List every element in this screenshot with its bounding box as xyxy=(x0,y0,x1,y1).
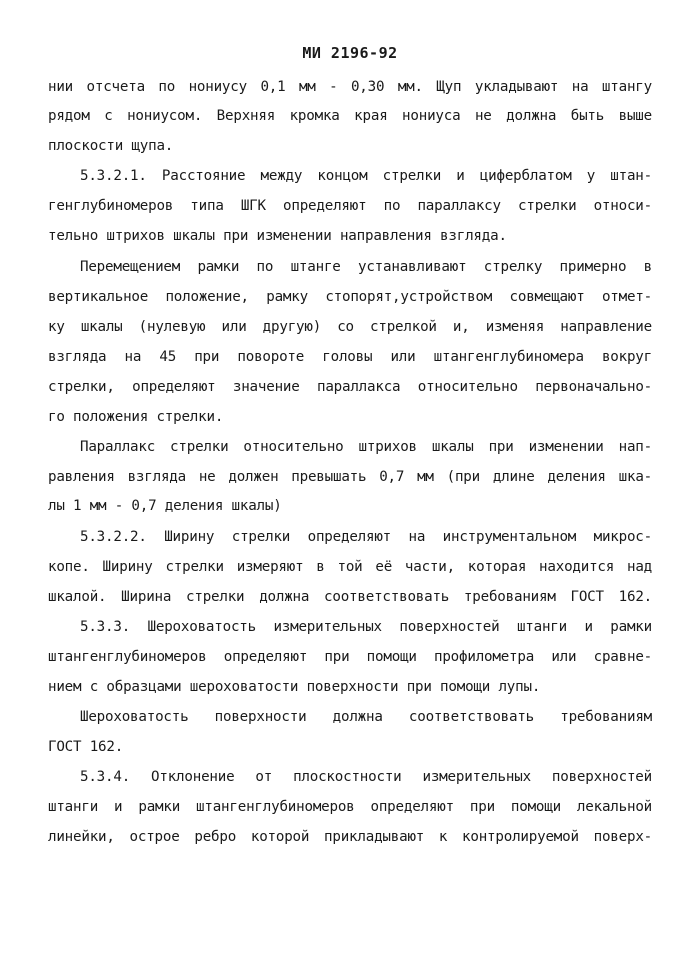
document-header: МИ 2196-92 xyxy=(302,44,398,62)
text-line-1: нии отсчета по нониусу 0,1 мм - 0,30 мм. Щуп укладывают на штангу xyxy=(48,79,652,95)
text-line-12: го положения стрелки. xyxy=(48,409,224,425)
text-line-13: Параллакс стрелки относительно штрихов шкалы при изменении нап- xyxy=(80,439,652,455)
text-line-20: штангенглубиномеров определяют при помощи профилометра или сравне- xyxy=(48,649,652,665)
text-line-14: равления взгляда не должен превышать 0,7 мм (при длине деления шка- xyxy=(48,469,652,485)
text-line-4: 5.3.2.1. Расстояние между концом стрелки и циферблатом у штан- xyxy=(80,168,652,184)
text-line-10: взгляда на 45 при повороте головы или штангенглубиномера вокруг xyxy=(48,349,652,365)
text-line-5: генглубиномеров типа ШГК определяют по параллаксу стрелки относи- xyxy=(48,198,652,214)
text-line-6: тельно штрихов шкалы при изменении направления взгляда. xyxy=(48,228,507,244)
text-line-11: стрелки, определяют значение параллакса относительно первоначально- xyxy=(48,379,652,395)
text-line-23: ГОСТ 162. xyxy=(48,739,124,755)
text-line-9: ку шкалы (нулевую или другую) со стрелкой и, изменяя направление xyxy=(48,319,652,335)
text-line-18: шкалой. Ширина стрелки должна соответствовать требованиям ГОСТ 162. xyxy=(48,589,652,605)
text-line-16: 5.3.2.2. Ширину стрелки определяют на инструментальном микрос- xyxy=(80,529,652,545)
text-line-2: рядом с нониусом. Верхняя кромка края нониуса не должна быть выше xyxy=(48,108,652,124)
text-line-17: копе. Ширину стрелки измеряют в той её части, которая находится над xyxy=(48,559,652,575)
text-line-26: линейки, острое ребро которой прикладывают к контролируемой поверх- xyxy=(48,829,652,845)
text-line-7: Перемещением рамки по штанге устанавливают стрелку примерно в xyxy=(80,259,652,275)
text-line-8: вертикальное положение, рамку стопорят,устройством совмещают отмет- xyxy=(48,289,652,305)
text-line-15: лы 1 мм - 0,7 деления шкалы) xyxy=(48,498,282,514)
text-line-24: 5.3.4. Отклонение от плоскостности измерительных поверхностей xyxy=(80,769,652,785)
text-line-22: Шероховатость поверхности должна соответствовать требованиям xyxy=(80,709,652,725)
text-line-3: плоскости щупа. xyxy=(48,138,174,154)
text-line-21: нием с образцами шероховатости поверхности при помощи лупы. xyxy=(48,679,541,695)
text-line-25: штанги и рамки штангенглубиномеров определяют при помощи лекальной xyxy=(48,799,652,815)
text-line-19: 5.3.3. Шероховатость измерительных поверхностей штанги и рамки xyxy=(80,619,652,635)
